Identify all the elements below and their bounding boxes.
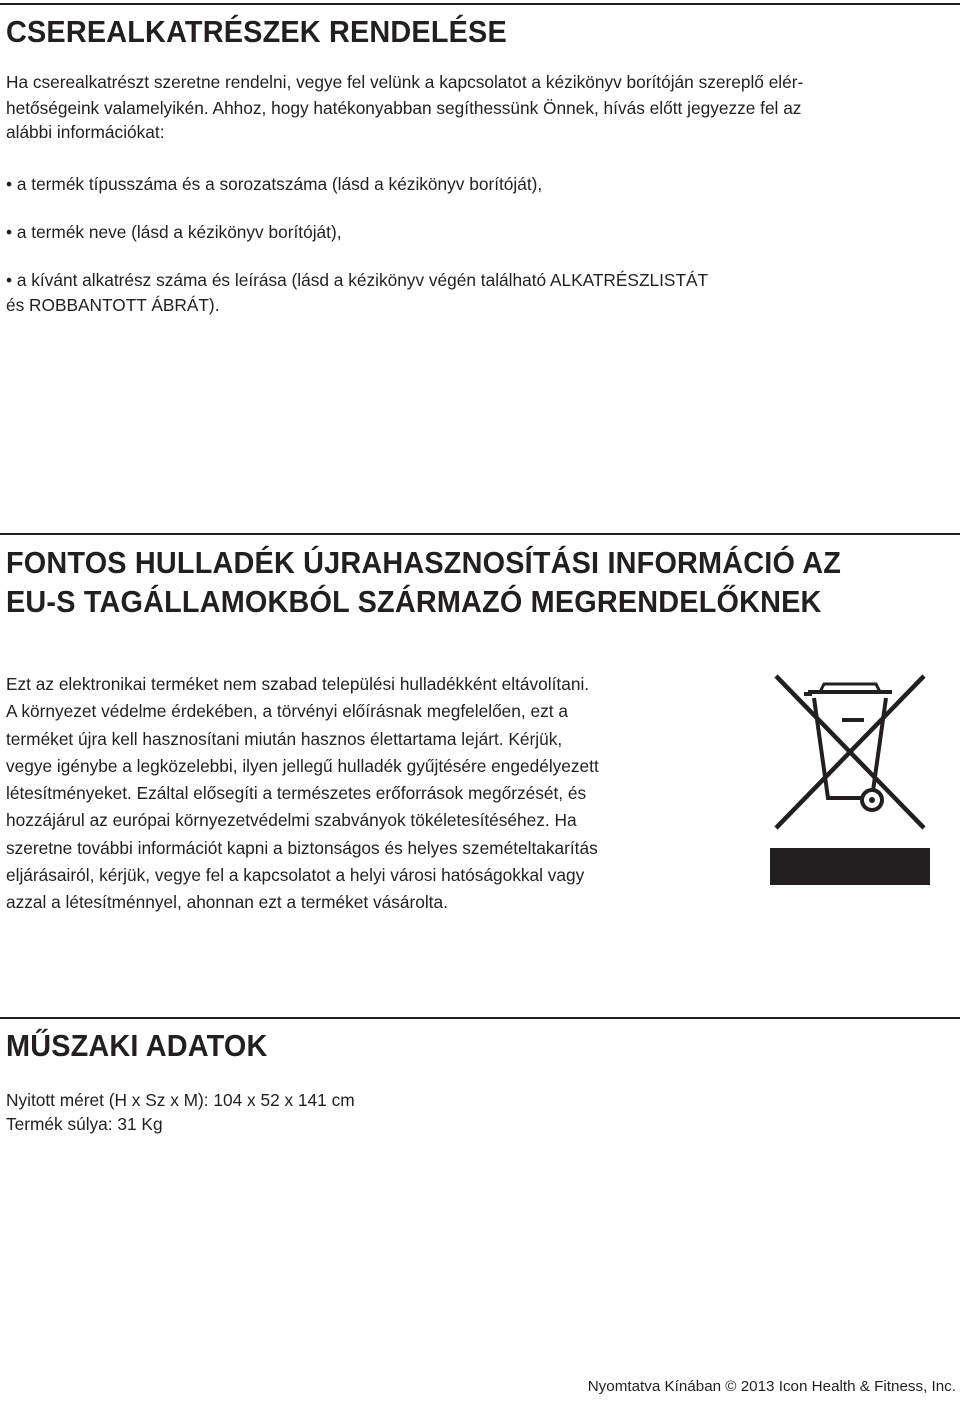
footer-copyright: Nyomtatva Kínában © 2013 Icon Health & Fitness, Inc. xyxy=(587,1378,956,1395)
parts-bullet-product-name: • a termék neve (lásd a kézikönyv borítóját), xyxy=(6,222,342,242)
parts-bullet-model-serial: • a termék típusszáma és a sorozatszáma (lásd a kézikönyv borítóját), xyxy=(6,174,543,194)
parts-bullet-part-number-cont: és ROBBANTOTT ÁBRÁT). xyxy=(6,295,220,315)
recycling-title-line-2: EU-S TAGÁLLAMOKBÓL SZÁRMAZÓ MEGRENDELŐKNEK xyxy=(6,584,822,619)
specs-rule xyxy=(0,1017,960,1019)
parts-intro-line-2: hetőségeink valamelyikén. Ahhoz, hogy hatékonyabban segíthessünk Önnek, hívás előtt jegyezze fel az xyxy=(6,98,802,118)
recycling-rule xyxy=(0,533,960,535)
recycling-line: vegye igénybe a legközelebbi, ilyen jellegű hulladék gyűjtésére engedélyezett xyxy=(6,755,599,776)
recycling-line: létesítményeket. Ezáltal elősegíti a természetes erőforrások megőrzését, és xyxy=(6,783,587,804)
recycling-line: Ezt az elektronikai terméket nem szabad települési hulladékként eltávolítani. xyxy=(6,674,590,694)
parts-intro-line-1: Ha cserealkatrészt szeretne rendelni, vegye fel velünk a kapcsolatot a kézikönyv borítóján szereplő elér- xyxy=(6,72,804,92)
recycling-line: eljárásairól, kérjük, vegye fel a kapcsolatot a helyi városi hatóságokkal vagy xyxy=(6,865,585,886)
wee-marking-bar xyxy=(770,848,930,885)
recycling-line: hozzájárul az európai környezetvédelmi szabványok tökéletesítéséhez. Ha xyxy=(6,810,577,831)
recycling-line: szeretne további információt kapni a biztonságos és helyes szemételtakarítás xyxy=(6,837,598,858)
crossed-out-wheelie-bin-icon xyxy=(768,668,932,848)
recycling-title-line-1: FONTOS HULLADÉK ÚJRAHASZNOSÍTÁSI INFORMÁCIÓ AZ xyxy=(6,545,842,580)
top-rule xyxy=(0,3,960,5)
parts-bullet-part-number: • a kívánt alkatrész száma és leírása (lásd a kézikönyv végén található ALKATRÉSZLISTÁT xyxy=(6,270,709,290)
specs-weight: Termék súlya: 31 Kg xyxy=(6,1114,163,1134)
specs-size: Nyitott méret (H x Sz x M): 104 x 52 x 141 cm xyxy=(6,1090,355,1110)
recycling-line: A környezet védelme érdekében, a törvényi előírásnak megfelelően, ezt a xyxy=(6,701,568,722)
parts-title: CSEREALKATRÉSZEK RENDELÉSE xyxy=(6,14,507,49)
recycling-paragraph xyxy=(6,671,746,917)
specs-title: MŰSZAKI ADATOK xyxy=(6,1028,268,1063)
parts-intro-line-3: alábbi információkat: xyxy=(6,122,165,142)
recycling-line: azzal a létesítménnyel, ahonnan ezt a terméket vásárolta. xyxy=(6,892,448,913)
recycling-line: terméket újra kell hasznosítani miután hasznos élettartama lejárt. Kérjük, xyxy=(6,728,563,749)
